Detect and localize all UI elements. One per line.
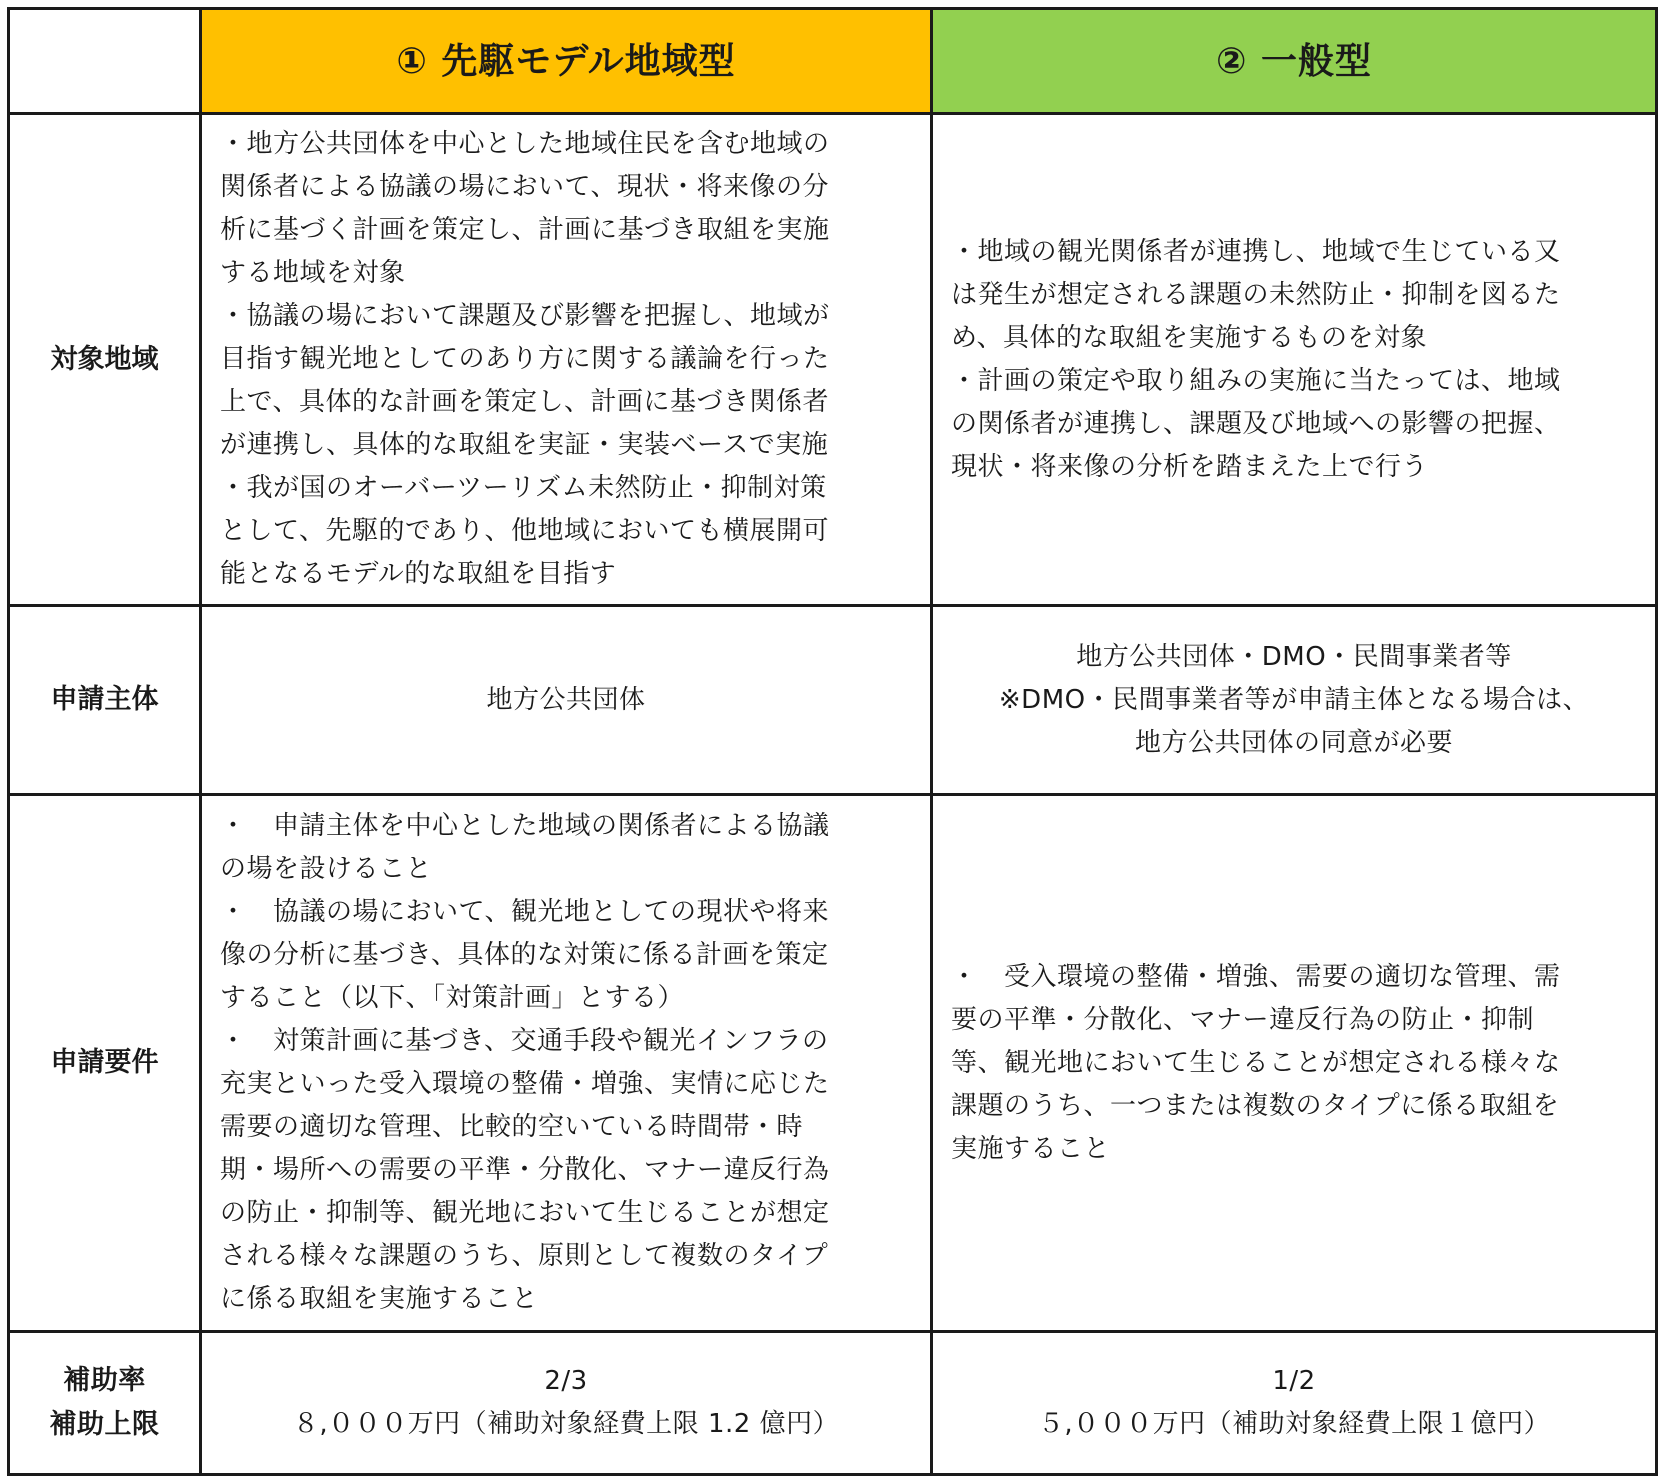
row-label-applicant: 申請主体 bbox=[7, 607, 202, 796]
text-line: に係る取組を実施すること bbox=[220, 1284, 539, 1314]
row-label-requirements: 申請要件 bbox=[7, 796, 202, 1333]
text-line: の場を設けること bbox=[220, 854, 433, 884]
subsidy-general-text bbox=[951, 1360, 1637, 1446]
requirements-model-cell bbox=[202, 796, 933, 1333]
target-area-model-text bbox=[220, 123, 912, 596]
text-line: 等、観光地において生じることが想定される様々な bbox=[951, 1047, 1561, 1078]
comparison-table bbox=[7, 7, 1658, 1476]
text-line: する地域を対象 bbox=[220, 258, 406, 288]
applicant-general-text bbox=[951, 636, 1637, 765]
subsidy-limit-value: ５,０００万円（補助対象経費上限１億円） bbox=[1037, 1409, 1551, 1439]
target-area-general-text bbox=[951, 231, 1637, 489]
text-line: 析に基づく計画を策定し、計画に基づき取組を実施 bbox=[220, 215, 830, 245]
applicant-general-cell bbox=[933, 607, 1658, 796]
text-line: ※DMO・民間事業者等が申請主体となる場合は、 bbox=[998, 684, 1590, 715]
text-line: の関係者が連携し、課題及び地域への影響の把握、 bbox=[951, 408, 1561, 439]
header-blank-cell bbox=[7, 7, 202, 115]
text-line: ・協議の場において課題及び影響を把握し、地域が bbox=[220, 301, 830, 331]
text-line: すること（以下、「対策計画」とする） bbox=[220, 983, 685, 1013]
header-sendaku-model-label: ① 先駆モデル地域型 bbox=[396, 40, 736, 82]
target-area-general-cell bbox=[933, 115, 1658, 607]
text-line: 期・場所への需要の平準・分散化、マナー違反行為 bbox=[220, 1155, 830, 1185]
subsidy-model-cell bbox=[202, 1333, 933, 1476]
requirements-general-text bbox=[951, 956, 1637, 1171]
text-line: 充実といった受入環境の整備・増強、実情に応じた bbox=[220, 1069, 830, 1099]
target-area-model-cell bbox=[202, 115, 933, 607]
text-line: ・地域の観光関係者が連携し、地域で生じている又 bbox=[951, 236, 1561, 267]
text-line: ・我が国のオーバーツーリズム未然防止・抑制対策 bbox=[220, 473, 827, 503]
text-line: される様々な課題のうち、原則として複数のタイプ bbox=[220, 1241, 829, 1271]
text-line: 実施すること bbox=[951, 1133, 1111, 1164]
text-line: 像の分析に基づき、具体的な対策に係る計画を策定 bbox=[220, 940, 829, 970]
text-line: 課題のうち、一つまたは複数のタイプに係る取組を bbox=[951, 1090, 1560, 1121]
header-ippan bbox=[933, 7, 1658, 115]
text-line: ・ 対策計画に基づき、交通手段や観光インフラの bbox=[220, 1026, 829, 1056]
header-sendaku-model bbox=[202, 7, 933, 115]
text-line: 地方公共団体 bbox=[486, 684, 646, 715]
text-line: 能となるモデル的な取組を目指す bbox=[220, 559, 617, 589]
text-line: の防止・抑制等、観光地において生じることが想定 bbox=[220, 1198, 830, 1228]
text-line: ・ 申請主体を中心とした地域の関係者による協議 bbox=[220, 811, 830, 841]
applicant-model-text bbox=[220, 679, 912, 722]
text-line: め、具体的な取組を実施するものを対象 bbox=[951, 322, 1427, 353]
subsidy-limit-value: ８,０００万円（補助対象経費上限 1.2 億円） bbox=[292, 1409, 840, 1439]
requirements-general-cell bbox=[933, 796, 1658, 1333]
text-line: 現状・将来像の分析を踏まえた上で行う bbox=[951, 451, 1429, 482]
text-line: 需要の適切な管理、比較的空いている時間帯・時 bbox=[220, 1112, 804, 1142]
text-line: は発生が想定される課題の未然防止・抑制を図るた bbox=[951, 279, 1561, 310]
text-line: が連携し、具体的な取組を実証・実装ベースで実施 bbox=[220, 430, 829, 460]
text-line: 地方公共団体・DMO・民間事業者等 bbox=[1076, 641, 1512, 672]
applicant-model-cell bbox=[202, 607, 933, 796]
text-line: 上で、具体的な計画を策定し、計画に基づき関係者 bbox=[220, 387, 829, 417]
text-line: として、先駆的であり、他地域においても横展開可 bbox=[220, 516, 829, 546]
text-line: ・計画の策定や取り組みの実施に当たっては、地域 bbox=[951, 365, 1561, 396]
subsidy-model-text bbox=[220, 1360, 912, 1446]
subsidy-general-cell bbox=[933, 1333, 1658, 1476]
requirements-model-text bbox=[220, 805, 912, 1321]
text-line: ・地方公共団体を中心とした地域住民を含む地域の bbox=[220, 129, 830, 159]
row-label-subsidy-limit: 補助上限 bbox=[49, 1409, 160, 1440]
header-ippan-label: ② 一般型 bbox=[1215, 40, 1372, 82]
row-label-subsidy bbox=[7, 1333, 202, 1476]
text-line: 地方公共団体の同意が必要 bbox=[1134, 727, 1453, 758]
subsidy-rate-value: 1/2 bbox=[1272, 1366, 1316, 1396]
row-label-target-area: 対象地域 bbox=[7, 115, 202, 607]
text-line: ・ 協議の場において、観光地としての現状や将来 bbox=[220, 897, 829, 927]
text-line: 関係者による協議の場において、現状・将来像の分 bbox=[220, 172, 829, 202]
text-line: 目指す観光地としてのあり方に関する議論を行った bbox=[220, 344, 830, 374]
subsidy-rate-value: 2/3 bbox=[544, 1366, 588, 1396]
text-line: 要の平準・分散化、マナー違反行為の防止・抑制 bbox=[951, 1004, 1535, 1035]
row-label-subsidy-rate: 補助率 bbox=[63, 1365, 146, 1396]
text-line: ・ 受入環境の整備・増強、需要の適切な管理、需 bbox=[951, 961, 1561, 992]
